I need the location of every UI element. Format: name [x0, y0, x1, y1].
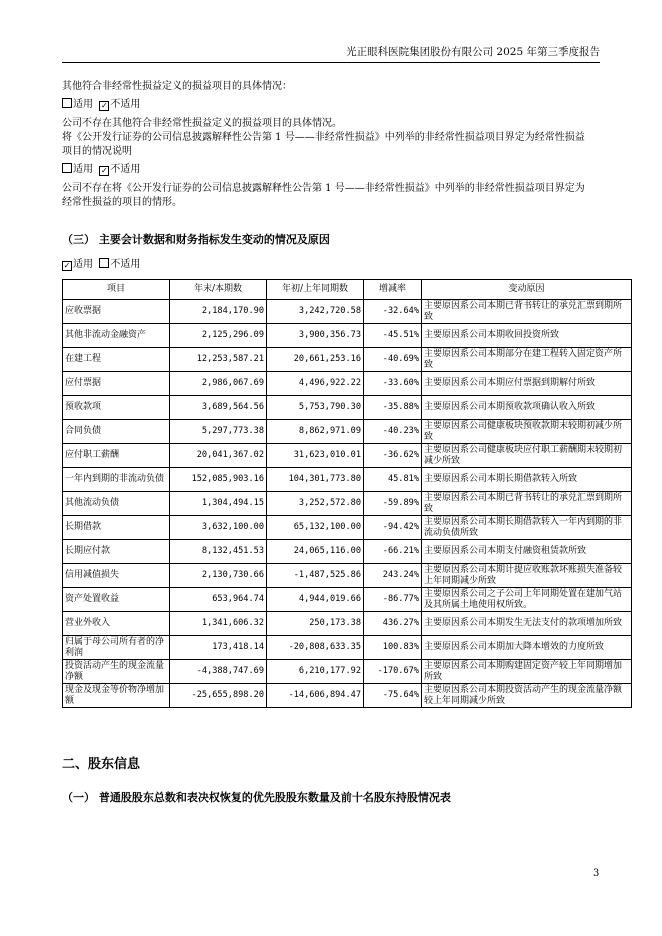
row-reason-cell: 主要原因系公司本期支付融资租赁款所致	[422, 540, 632, 564]
row-item-cell: 营业外收入	[63, 612, 170, 636]
checkbox-unchecked-icon	[99, 258, 109, 268]
section-3-title: （三） 主要会计数据和财务指标发生变动的情况及原因	[62, 233, 330, 246]
row-reason-cell: 主要原因系公司本期已背书转让的承兑汇票到期所致	[422, 300, 632, 324]
subsection-1-title: （一） 普通股股东总数和表决权恢复的优先股股东数量及前十名股东持股情况表	[62, 791, 451, 804]
row-current-cell: 173,418.14	[170, 636, 267, 660]
row-rate-cell: -45.51%	[364, 324, 422, 348]
row-reason-cell: 主要原因系公司本期长期借款转入所致	[422, 468, 632, 492]
page-header: 光正眼科医院集团股份有限公司 2025 年第三季度报告	[62, 44, 600, 63]
table-row	[63, 612, 632, 636]
row-item-cell: 应付职工薪酬	[63, 444, 170, 468]
row-item-cell: 合同负债	[63, 420, 170, 444]
row-rate-cell: -33.60%	[364, 372, 422, 396]
checkbox-checked-icon: ✓	[101, 101, 108, 110]
row-current-cell: 1,304,494.15	[170, 492, 267, 516]
checkbox-unchecked-icon	[62, 163, 72, 173]
row-previous-cell: 20,661,253.16	[267, 348, 364, 372]
row-item-cell: 信用减值损失	[63, 564, 170, 588]
row-item-cell: 投资活动产生的现金流量净额	[63, 660, 170, 684]
row-item-cell: 应付票据	[63, 372, 170, 396]
row-item-cell: 一年内到期的非流动负债	[63, 468, 170, 492]
row-current-cell: 3,632,100.00	[170, 516, 267, 540]
row-reason-cell: 主要原因系公司健康板块预收款期末较期初减少所致	[422, 420, 632, 444]
reclassification-statement: 公司不存在将《公开发行证券的公司信息披露解释性公告第 1 号——非经常性损益》中列举的非经常性损益项目界定为	[62, 183, 585, 194]
row-rate-cell: 100.83%	[364, 636, 422, 660]
reclassification-statement-cont: 经常性损益的项目的情形。	[62, 197, 182, 208]
table-row	[63, 468, 632, 492]
row-reason-cell: 主要原因系公司本期长期借款转入一年内到期的非流动负债所致	[422, 516, 632, 540]
row-rate-cell: -59.89%	[364, 492, 422, 516]
row-current-cell: 152,085,903.16	[170, 468, 267, 492]
table-row	[63, 660, 632, 684]
row-reason-cell: 主要原因系公司之子公司上年同期处置在建加气站及其所属土地使用权所致。	[422, 588, 632, 612]
row-item-cell: 资产处置收益	[63, 588, 170, 612]
row-reason-cell: 主要原因系公司本期已背书转让的承兑汇票到期所致	[422, 492, 632, 516]
row-current-cell: 20,041,367.02	[170, 444, 267, 468]
column-header-rate: 增减率	[364, 280, 422, 300]
row-current-cell: 653,964.74	[170, 588, 267, 612]
row-rate-cell: 45.81%	[364, 468, 422, 492]
row-current-cell: 2,130,730.66	[170, 564, 267, 588]
row-previous-cell: 3,900,356.73	[267, 324, 364, 348]
row-previous-cell: 8,862,971.09	[267, 420, 364, 444]
row-item-cell: 应收票据	[63, 300, 170, 324]
row-current-cell: -4,388,747.69	[170, 660, 267, 684]
row-rate-cell: -94.42%	[364, 516, 422, 540]
row-previous-cell: -14,606,894.47	[267, 684, 364, 708]
row-reason-cell: 主要原因系公司本期投资活动产生的现金流量净额较上年同期减少所致	[422, 684, 632, 708]
row-current-cell: 2,125,296.09	[170, 324, 267, 348]
table-row	[63, 372, 632, 396]
row-previous-cell: 3,242,720.58	[267, 300, 364, 324]
row-previous-cell: -1,487,525.86	[267, 564, 364, 588]
column-header-item: 项目	[63, 280, 170, 300]
reclassification-note: 将《公开发行证券的公司信息披露解释性公告第 1 号——非经常性损益》中列举的非经常性损益项目界定为经常性损益	[62, 132, 585, 143]
table-row	[63, 564, 632, 588]
row-item-cell: 长期借款	[63, 516, 170, 540]
row-previous-cell: 250,173.38	[267, 612, 364, 636]
checkbox-checked-icon: ✓	[63, 261, 71, 270]
row-reason-cell: 主要原因系公司本期部分在建工程转入固定资产所致	[422, 348, 632, 372]
option-row-3: ✓ 适用 不适用	[63, 259, 141, 270]
row-rate-cell: -86.77%	[364, 588, 422, 612]
row-rate-cell: -40.69%	[364, 348, 422, 372]
table-row	[63, 516, 632, 540]
row-item-cell: 长期应付款	[63, 540, 170, 564]
row-previous-cell: 104,301,773.80	[267, 468, 364, 492]
row-previous-cell: 3,252,572.80	[267, 492, 364, 516]
row-current-cell: -25,655,898.20	[170, 684, 267, 708]
row-rate-cell: -75.64%	[364, 684, 422, 708]
row-reason-cell: 主要原因系公司本期加大降本增效的力度所致	[422, 636, 632, 660]
column-header-previous: 年初/上年同期数	[267, 280, 364, 300]
other-items-intro: 其他符合非经常性损益定义的损益项目的具体情况：	[62, 81, 292, 92]
row-item-cell: 归属于母公司所有者的净利润	[63, 636, 170, 660]
reclassification-note-cont: 项目的情况说明	[62, 146, 132, 157]
row-current-cell: 1,341,606.32	[170, 612, 267, 636]
table-row	[63, 492, 632, 516]
table-row	[63, 636, 632, 660]
row-reason-cell: 主要原因系公司本期发生无法支付的款项增加所致	[422, 612, 632, 636]
table-row	[63, 420, 632, 444]
checkbox-unchecked-icon	[62, 98, 72, 108]
row-reason-cell: 主要原因系公司本期计提应收账款坏账损失准备较上年同期减少所致	[422, 564, 632, 588]
other-items-statement: 公司不存在其他符合非经常性损益定义的损益项目的具体情况。	[62, 118, 342, 129]
row-reason-cell: 主要原因系公司本期购建固定资产较上年同期增加所致	[422, 660, 632, 684]
row-rate-cell: -35.88%	[364, 396, 422, 420]
row-rate-cell: -32.64%	[364, 300, 422, 324]
row-rate-cell: 436.27%	[364, 612, 422, 636]
row-previous-cell: 5,753,790.30	[267, 396, 364, 420]
row-item-cell: 其他非流动金融资产	[63, 324, 170, 348]
table-row	[63, 540, 632, 564]
table-row	[63, 588, 632, 612]
row-previous-cell: 65,132,100.00	[267, 516, 364, 540]
option-row-2: 适用 ✓ 不适用	[62, 163, 140, 177]
checkbox-checked-icon: ✓	[101, 166, 108, 175]
row-current-cell: 2,184,170.90	[170, 300, 267, 324]
row-rate-cell: -40.23%	[364, 420, 422, 444]
row-rate-cell: -36.62%	[364, 444, 422, 468]
row-previous-cell: 4,496,922.22	[267, 372, 364, 396]
row-rate-cell: 243.24%	[364, 564, 422, 588]
table-row	[63, 324, 632, 348]
row-current-cell: 8,132,451.53	[170, 540, 267, 564]
row-item-cell: 现金及现金等价物净增加额	[63, 684, 170, 708]
table-row	[63, 444, 632, 468]
row-current-cell: 2,986,067.69	[170, 372, 267, 396]
row-reason-cell: 主要原因系公司本期预收款项确认收入所致	[422, 396, 632, 420]
row-previous-cell: 6,210,177.92	[267, 660, 364, 684]
row-previous-cell: 4,944,019.66	[267, 588, 364, 612]
changes-table	[62, 279, 632, 708]
section-2-title: 二、股东信息	[62, 757, 141, 772]
row-item-cell: 预收款项	[63, 396, 170, 420]
table-row	[63, 396, 632, 420]
row-item-cell: 在建工程	[63, 348, 170, 372]
table-row	[63, 684, 632, 708]
row-item-cell: 其他流动负债	[63, 492, 170, 516]
row-rate-cell: -66.21%	[364, 540, 422, 564]
row-current-cell: 5,297,773.38	[170, 420, 267, 444]
row-reason-cell: 主要原因系公司健康板块应付职工薪酬期末较期初减少所致	[422, 444, 632, 468]
row-previous-cell: 24,065,116.00	[267, 540, 364, 564]
row-current-cell: 3,689,564.56	[170, 396, 267, 420]
row-rate-cell: -170.67%	[364, 660, 422, 684]
column-header-current: 年末/本期数	[170, 280, 267, 300]
row-previous-cell: 31,623,010.01	[267, 444, 364, 468]
table-row	[63, 300, 632, 324]
row-current-cell: 12,253,587.21	[170, 348, 267, 372]
page-number: 3	[593, 868, 600, 879]
row-previous-cell: -20,808,633.35	[267, 636, 364, 660]
row-reason-cell: 主要原因系公司本期收回投资所致	[422, 324, 632, 348]
option-row-1: 适用 ✓ 不适用	[62, 98, 140, 112]
row-reason-cell: 主要原因系公司本期应付票据到期解付所致	[422, 372, 632, 396]
table-row	[63, 348, 632, 372]
column-header-reason: 变动原因	[422, 280, 632, 300]
